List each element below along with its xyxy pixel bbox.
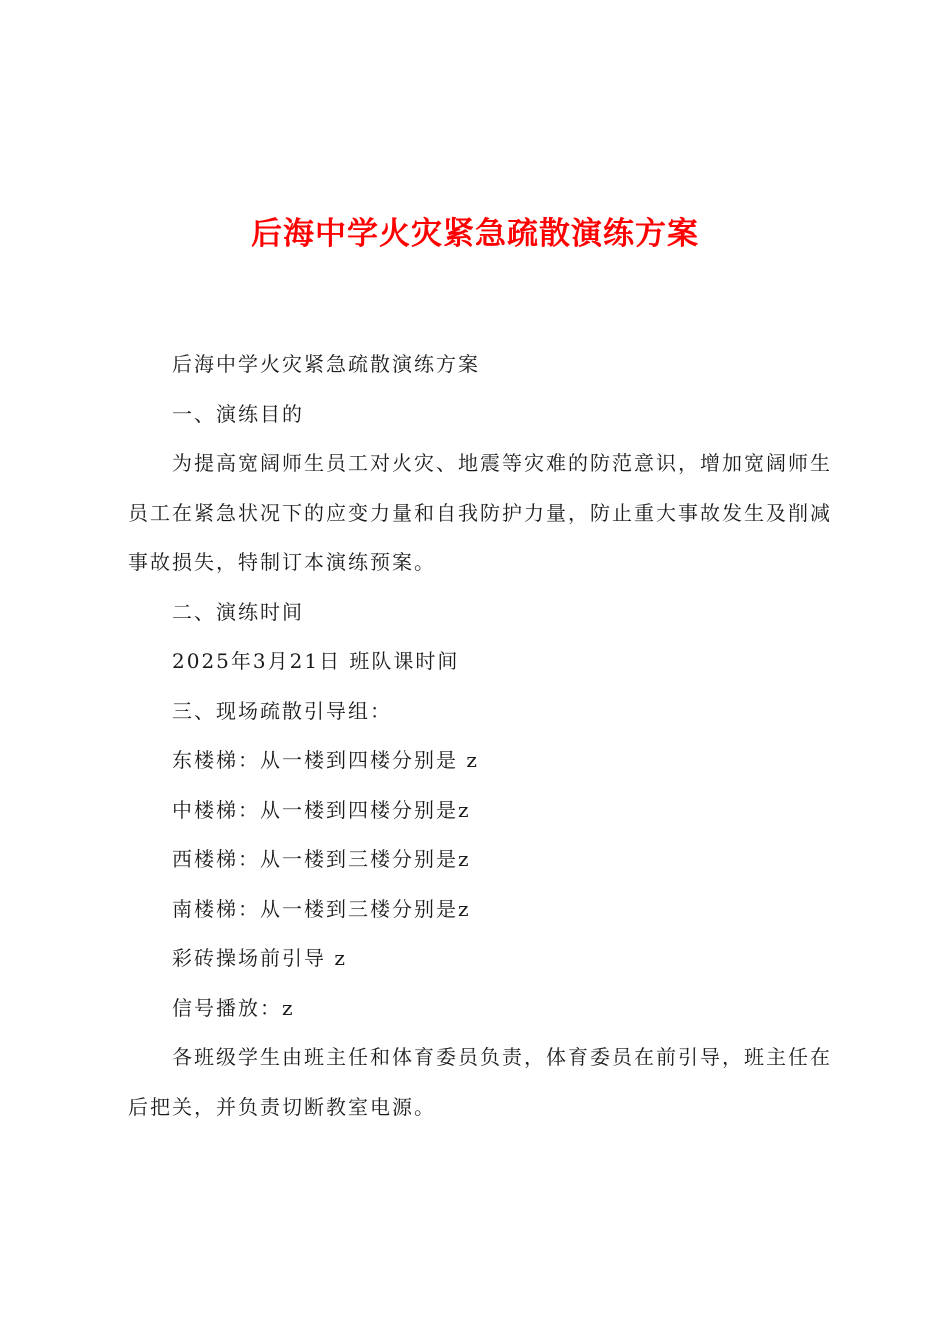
- paragraph-date: 2025年3月21日 班队课时间: [172, 649, 460, 673]
- section-heading-time: 二、演练时间: [172, 599, 304, 624]
- list-item-south-stairs: 南楼梯：从一楼到三楼分别是z: [172, 896, 471, 921]
- paragraph-class-responsibility: 各班级学生由班主任和体育委员负责，体育委员在前引导，班主任在后把关，并负责切断教室电源。: [128, 1045, 832, 1119]
- list-item-east-stairs: 东楼梯：从一楼到四楼分别是 z: [172, 748, 479, 772]
- list-item-west-stairs: 西楼梯：从一楼到三楼分别是z: [172, 847, 471, 871]
- document-body: [128, 340, 832, 1132]
- document-title: 后海中学火灾紧急疏散演练方案: [251, 216, 699, 252]
- section-heading-evacuation-group: 三、现场疏散引导组：: [172, 698, 392, 723]
- list-item-playground-guide: 彩砖操场前引导 z: [172, 946, 347, 970]
- list-item-middle-stairs: 中楼梯：从一楼到四楼分别是z: [172, 797, 471, 822]
- paragraph-heading-repeat: 后海中学火灾紧急疏散演练方案: [172, 352, 480, 376]
- paragraph-purpose: 为提高宽阔师生员工对火灾、地震等灾难的防范意识，增加宽阔师生员工在紧急状况下的应变力量和自我防护力量，防止重大事故发生及削减事故损失，特制订本演练预案。: [128, 451, 832, 574]
- list-item-signal: 信号播放：z: [172, 995, 295, 1020]
- section-heading-purpose: 一、演练目的: [172, 401, 304, 426]
